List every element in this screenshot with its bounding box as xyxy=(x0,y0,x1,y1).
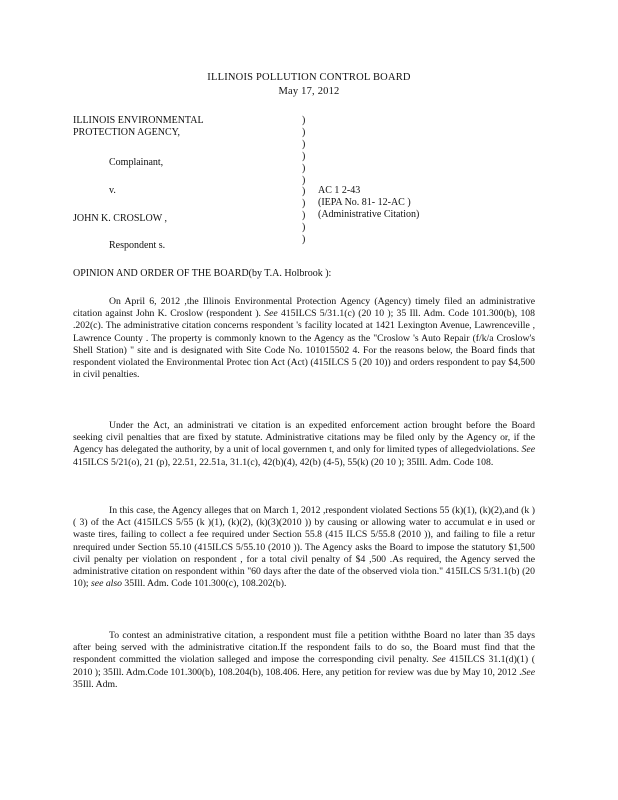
citation-signal: see also xyxy=(91,578,122,590)
case-number: AC 1 2-43 xyxy=(318,185,361,196)
paragraph-4: To contest an administrative citation, a respondent must file a petition withthe Board no later than 35 days after being served with the administrative citation.If the respondent fails to do so, the Board must find that the respondent committed the violation salleged and impose the corresponding civil penalty. See 415ILCS 31.1(d)(1) ( 2010 ); 35Ill. Adm.Code 101.300(b), 108.204(b), 108.406. Here, any petition for review was due by May 10, 2012 .See 35Ill. Adm. xyxy=(73,630,536,690)
caption-paren: ) xyxy=(302,115,306,126)
caption-paren: ) xyxy=(302,174,306,186)
citation-signal: See xyxy=(521,666,535,678)
order-date: May 17, 2012 xyxy=(278,86,340,97)
versus-label: v. xyxy=(109,185,116,196)
caption-paren: ) xyxy=(302,234,306,246)
paragraph-2: Under the Act, an administrati ve citation is an expedited enforcement action brought before the Board seeking civil penalties that are fixed by statute. Administrative citations may be filed only by the Agency or, if the Agency has delegated the authority, by a unit of local governmen t, and only for limited types of allegedviolations. See 415ILCS 5/21(o), 21 (p), 22.51, 22.51a, 31.1(c), 42(b)(4), 42(b) (4-5), 55(k) (20 10 ); 35Ill. Adm. Code 108. xyxy=(73,420,535,468)
citation-signal: See xyxy=(521,444,535,456)
caption-paren: ) xyxy=(302,210,306,222)
complainant-name-line1: ILLINOIS ENVIRONMENTAL xyxy=(73,115,204,126)
caption-paren: ) xyxy=(302,198,306,210)
caption-paren: ) xyxy=(302,150,306,162)
caption-paren: ) xyxy=(302,138,306,150)
respondent-label: Respondent s. xyxy=(109,240,166,251)
caption-paren: ) xyxy=(302,162,306,174)
complainant-label: Complainant, xyxy=(109,157,164,168)
paragraph-3: In this case, the Agency alleges that on March 1, 2012 ,respondent violated Sections 55 (k)(1), (k)(2),and (k )( 3) of the Act (415ILCS 5/55 (k )(1), (k)(2), (k)(3)(2010 )) by causing or allowing water to accumulat e in used or waste tires, failing to collect a fee required under Section 55.8 (415 ILCS 5/55.8 (2010 )), and failing to file a retur nrequired under Section 55.10 (415ILCS 5/55.10 (2010 )). The Agency asks the Board to impose the statutory $1,500 civil penalty per violation on respondent , for a total civil penalty of $4 ,500 .As required, the Agency served the administrative citation on respondent within "60 days after the date of the observed viola tion." 415ILCS 5/31.1(b) (20 10); see also 35Ill. Adm. Code 101.300(c), 108.202(b). xyxy=(73,505,535,590)
citation-signal: See xyxy=(432,654,446,666)
caption-paren-column xyxy=(302,115,310,246)
caption-paren: ) xyxy=(302,222,306,234)
citation-signal: See xyxy=(264,308,278,320)
case-info xyxy=(318,185,419,221)
complainant-name-line2: PROTECTION AGENCY, xyxy=(73,127,181,138)
respondent-name: JOHN K. CROSLOW , xyxy=(73,213,167,224)
caption-paren: ) xyxy=(302,126,306,138)
paragraph-1: On April 6, 2012 ,the Illinois Environmental Protection Agency (Agency) timely filed an administrative citation against John K. Croslow (respondent ). See 415ILCS 5/31.1(c) (20 10 ); 35 Ill. Adm. Code 101.300(b), 108 .202(c). The administrative citation concerns respondent 's facility located at 1421 Lexington Avenue, Lawrenceville , Lawrence County . The property is commonly known to the Agency as the "Croslow 's Auto Repair (f/k/a Croslow's Shell Station) " site and is designated with Site Code No. 101015502 4. For the reasons below, the Board finds that respondent violated the Environmental Protec tion Act (Act) (415ILCS 5 (20 10)) and orders respondent to pay $4,500 in civil penalties. xyxy=(73,296,535,381)
board-title: ILLINOIS POLLUTION CONTROL BOARD xyxy=(207,72,411,83)
opinion-heading: OPINION AND ORDER OF THE BOARD(by T.A. Holbrook ): xyxy=(73,268,332,279)
caption-paren: ) xyxy=(302,186,306,198)
case-type: (Administrative Citation) xyxy=(318,208,420,220)
iepa-number: (IEPA No. 81- 12-AC ) xyxy=(318,196,411,208)
